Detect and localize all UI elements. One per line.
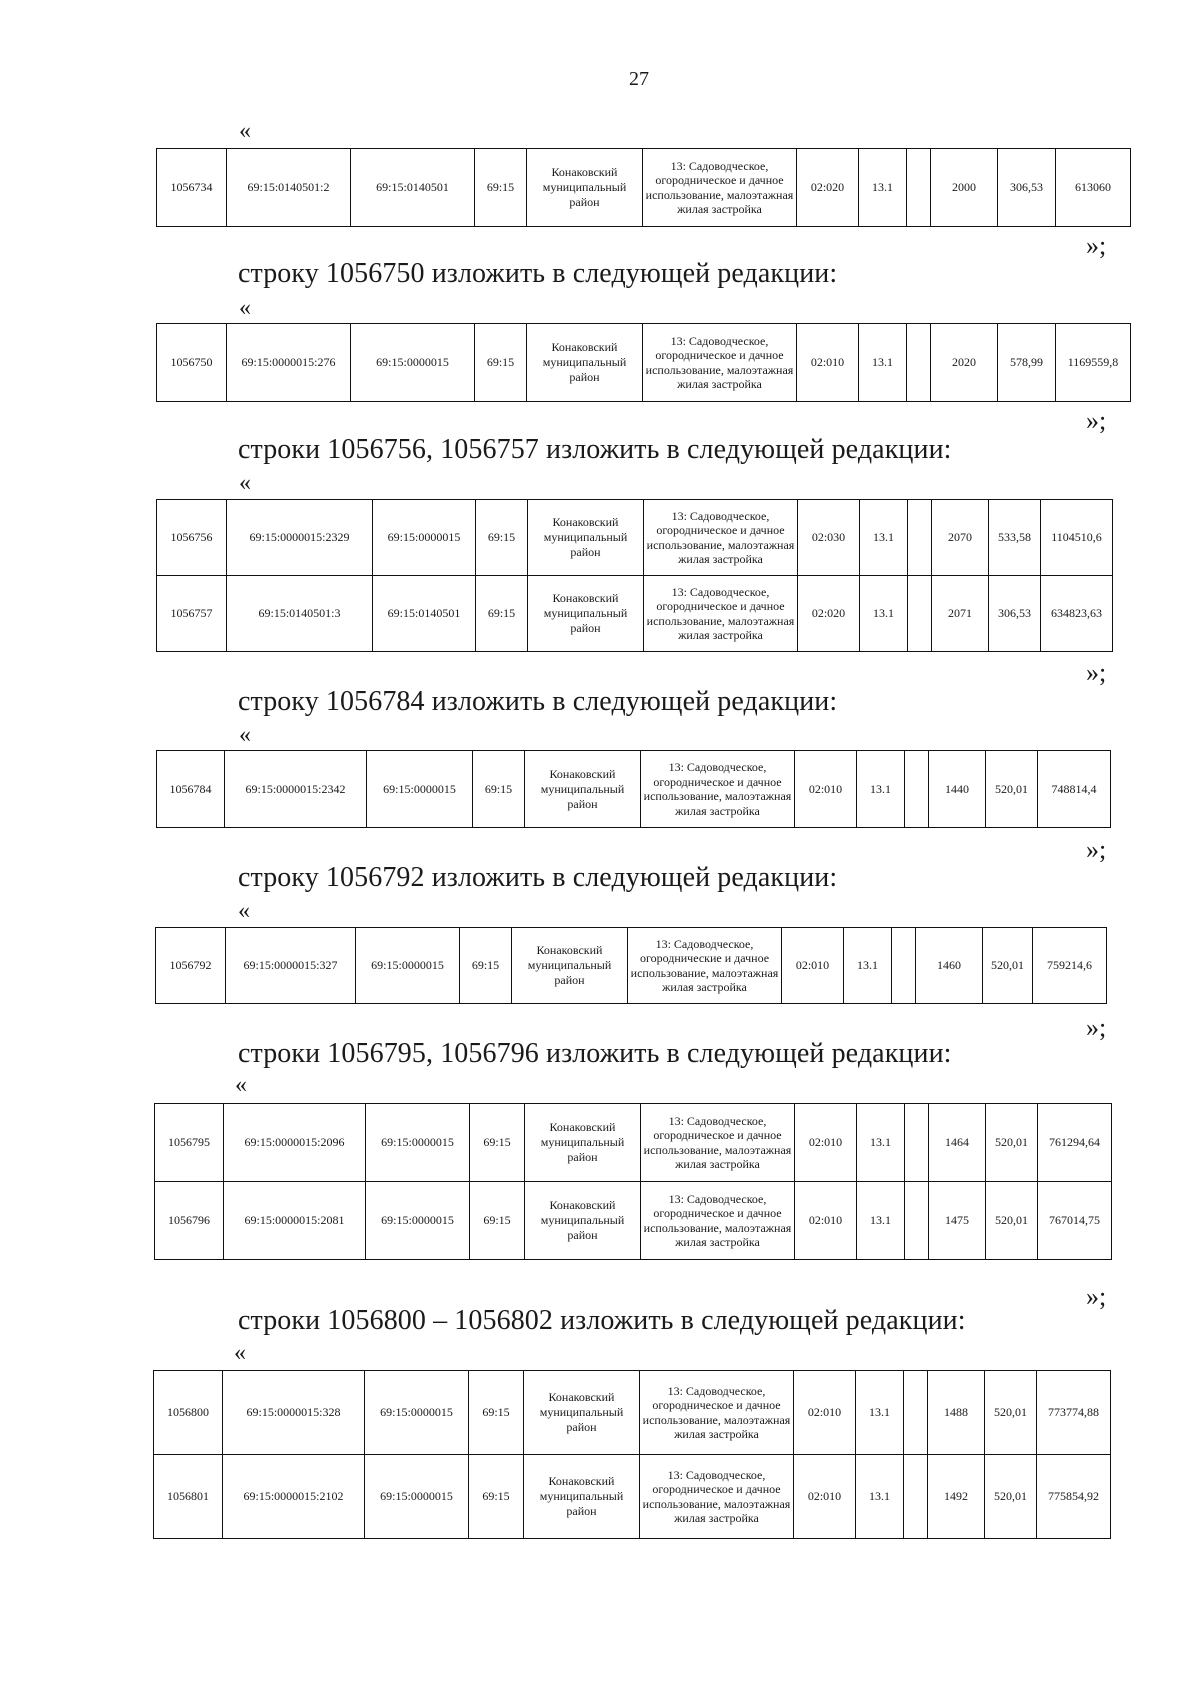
- cadastral-quarter-cell: 69:15:0000015: [367, 751, 473, 828]
- closing-quote: »;: [1086, 1282, 1107, 1311]
- table-row: [157, 149, 1131, 227]
- empty-column-cell: [908, 576, 932, 652]
- cadastral-number-cell: 69:15:0000015:2329: [227, 500, 373, 576]
- specific-value-cell: 520,01: [985, 1455, 1037, 1539]
- specific-value-cell: 520,01: [986, 1104, 1038, 1182]
- land-records-table: [156, 750, 1111, 828]
- year-cell: 1475: [929, 1182, 986, 1260]
- year-cell: 1460: [916, 928, 983, 1004]
- table-row: [154, 1371, 1111, 1455]
- group-code-cell: 02:010: [797, 324, 859, 402]
- specific-value-cell: 578,99: [998, 324, 1056, 402]
- cadastral-value-cell: 761294,64: [1038, 1104, 1112, 1182]
- cadastral-value-cell: 767014,75: [1038, 1182, 1112, 1260]
- land-use-purpose-cell: 13: Садоводческое, огородническое и дачное использование, малоэтажная жилая застройка: [641, 751, 795, 828]
- group-code-cell: 02:010: [795, 1182, 857, 1260]
- closing-quote: »;: [1086, 406, 1107, 435]
- table-row: [157, 324, 1131, 402]
- land-records-table: [153, 1370, 1111, 1539]
- code-cell: 13.1: [859, 149, 907, 227]
- specific-value-cell: 520,01: [986, 751, 1038, 828]
- closing-quote: »;: [1086, 658, 1107, 687]
- cadastral-district-cell: 69:15: [470, 1182, 525, 1260]
- cadastral-number-cell: 69:15:0000015:327: [226, 928, 356, 1004]
- opening-quote: «: [239, 722, 251, 748]
- record-number-cell: 1056756: [157, 500, 227, 576]
- opening-quote: «: [235, 1072, 247, 1098]
- opening-quote: «: [238, 898, 250, 924]
- empty-column-cell: [904, 1371, 928, 1455]
- opening-quote: «: [234, 1340, 246, 1366]
- year-cell: 1440: [929, 751, 986, 828]
- cadastral-value-cell: 613060: [1056, 149, 1131, 227]
- cadastral-quarter-cell: 69:15:0000015: [356, 928, 460, 1004]
- group-code-cell: 02:010: [795, 1104, 857, 1182]
- record-number-cell: 1056757: [157, 576, 227, 652]
- amendment-heading: строки 1056795, 1056796 изложить в следующей редакции:: [238, 1038, 952, 1069]
- code-cell: 13.1: [860, 576, 908, 652]
- land-use-purpose-cell: 13: Садоводческое, огородническое и дачное использование, малоэтажная жилая застройка: [640, 1455, 794, 1539]
- cadastral-value-cell: 775854,92: [1037, 1455, 1111, 1539]
- land-use-purpose-cell: 13: Садоводческое, огороднические и дачное использование, малоэтажная жилая застройка: [628, 928, 782, 1004]
- year-cell: 2071: [932, 576, 989, 652]
- specific-value-cell: 306,53: [998, 149, 1056, 227]
- specific-value-cell: 520,01: [983, 928, 1033, 1004]
- municipality-cell: Конаковский муниципальный район: [528, 576, 644, 652]
- year-cell: 1492: [928, 1455, 985, 1539]
- record-number-cell: 1056795: [155, 1104, 224, 1182]
- cadastral-district-cell: 69:15: [460, 928, 512, 1004]
- specific-value-cell: 533,58: [989, 500, 1041, 576]
- land-records-table: [155, 927, 1107, 1004]
- code-cell: 13.1: [859, 324, 907, 402]
- code-cell: 13.1: [857, 1104, 905, 1182]
- municipality-cell: Конаковский муниципальный район: [527, 324, 643, 402]
- cadastral-district-cell: 69:15: [469, 1371, 524, 1455]
- empty-column-cell: [905, 1104, 929, 1182]
- municipality-cell: Конаковский муниципальный район: [525, 751, 641, 828]
- group-code-cell: 02:010: [794, 1371, 856, 1455]
- table-row: [155, 1104, 1112, 1182]
- municipality-cell: Конаковский муниципальный район: [512, 928, 628, 1004]
- cadastral-value-cell: 773774,88: [1037, 1371, 1111, 1455]
- year-cell: 1488: [928, 1371, 985, 1455]
- land-records-table: [154, 1103, 1112, 1260]
- cadastral-district-cell: 69:15: [476, 576, 528, 652]
- municipality-cell: Конаковский муниципальный район: [524, 1455, 640, 1539]
- amendment-heading: строки 1056800 – 1056802 изложить в следующей редакции:: [238, 1305, 966, 1336]
- cadastral-number-cell: 69:15:0000015:276: [227, 324, 351, 402]
- opening-quote: «: [239, 118, 251, 144]
- year-cell: 2000: [931, 149, 998, 227]
- cadastral-number-cell: 69:15:0140501:2: [227, 149, 351, 227]
- cadastral-district-cell: 69:15: [475, 149, 527, 227]
- table-row: [154, 1455, 1111, 1539]
- record-number-cell: 1056792: [156, 928, 226, 1004]
- empty-column-cell: [907, 149, 931, 227]
- cadastral-district-cell: 69:15: [469, 1455, 524, 1539]
- group-code-cell: 02:020: [797, 149, 859, 227]
- year-cell: 2020: [931, 324, 998, 402]
- cadastral-district-cell: 69:15: [473, 751, 525, 828]
- group-code-cell: 02:020: [798, 576, 860, 652]
- empty-column-cell: [904, 1455, 928, 1539]
- cadastral-number-cell: 69:15:0000015:2102: [223, 1455, 365, 1539]
- table-row: [157, 751, 1111, 828]
- record-number-cell: 1056796: [155, 1182, 224, 1260]
- record-number-cell: 1056750: [157, 324, 227, 402]
- table-row: [155, 1182, 1112, 1260]
- code-cell: 13.1: [860, 500, 908, 576]
- code-cell: 13.1: [857, 751, 905, 828]
- empty-column-cell: [905, 1182, 929, 1260]
- record-number-cell: 1056734: [157, 149, 227, 227]
- opening-quote: «: [239, 295, 251, 321]
- land-use-purpose-cell: 13: Садоводческое, огородническое и дачное использование, малоэтажная жилая застройка: [643, 324, 797, 402]
- opening-quote: «: [239, 470, 251, 496]
- empty-column-cell: [908, 500, 932, 576]
- record-number-cell: 1056784: [157, 751, 225, 828]
- cadastral-number-cell: 69:15:0000015:2081: [224, 1182, 366, 1260]
- cadastral-value-cell: 748814,4: [1038, 751, 1111, 828]
- cadastral-quarter-cell: 69:15:0000015: [365, 1371, 469, 1455]
- cadastral-district-cell: 69:15: [470, 1104, 525, 1182]
- cadastral-number-cell: 69:15:0000015:2096: [224, 1104, 366, 1182]
- cadastral-value-cell: 1169559,8: [1056, 324, 1131, 402]
- cadastral-quarter-cell: 69:15:0140501: [373, 576, 476, 652]
- year-cell: 2070: [932, 500, 989, 576]
- land-records-table: [156, 323, 1131, 402]
- land-use-purpose-cell: 13: Садоводческое, огородническое и дачное использование, малоэтажная жилая застройка: [641, 1104, 795, 1182]
- closing-quote: »;: [1086, 835, 1107, 864]
- cadastral-quarter-cell: 69:15:0140501: [351, 149, 475, 227]
- record-number-cell: 1056800: [154, 1371, 223, 1455]
- land-use-purpose-cell: 13: Садоводческое, огородническое и дачное использование, малоэтажная жилая застройка: [640, 1371, 794, 1455]
- code-cell: 13.1: [857, 1182, 905, 1260]
- cadastral-number-cell: 69:15:0000015:2342: [225, 751, 367, 828]
- group-code-cell: 02:010: [794, 1455, 856, 1539]
- table-row: [156, 928, 1107, 1004]
- group-code-cell: 02:010: [795, 751, 857, 828]
- cadastral-number-cell: 69:15:0140501:3: [227, 576, 373, 652]
- municipality-cell: Конаковский муниципальный район: [524, 1371, 640, 1455]
- record-number-cell: 1056801: [154, 1455, 223, 1539]
- code-cell: 13.1: [856, 1455, 904, 1539]
- cadastral-quarter-cell: 69:15:0000015: [366, 1104, 470, 1182]
- cadastral-value-cell: 1104510,6: [1041, 500, 1113, 576]
- land-use-purpose-cell: 13: Садоводческое, огородническое и дачное использование, малоэтажная жилая застройка: [641, 1182, 795, 1260]
- amendment-heading: строку 1056792 изложить в следующей редакции:: [238, 862, 838, 893]
- table-row: [157, 500, 1113, 576]
- specific-value-cell: 520,01: [986, 1182, 1038, 1260]
- amendment-heading: строки 1056756, 1056757 изложить в следующей редакции:: [238, 434, 952, 465]
- code-cell: 13.1: [844, 928, 892, 1004]
- empty-column-cell: [907, 324, 931, 402]
- cadastral-value-cell: 759214,6: [1033, 928, 1107, 1004]
- group-code-cell: 02:010: [782, 928, 844, 1004]
- cadastral-district-cell: 69:15: [476, 500, 528, 576]
- land-use-purpose-cell: 13: Садоводческое, огородническое и дачное использование, малоэтажная жилая застройка: [644, 576, 798, 652]
- amendment-heading: строку 1056750 изложить в следующей редакции:: [238, 258, 838, 289]
- table-row: [157, 576, 1113, 652]
- cadastral-district-cell: 69:15: [475, 324, 527, 402]
- specific-value-cell: 306,53: [989, 576, 1041, 652]
- cadastral-quarter-cell: 69:15:0000015: [365, 1455, 469, 1539]
- municipality-cell: Конаковский муниципальный район: [528, 500, 644, 576]
- code-cell: 13.1: [856, 1371, 904, 1455]
- year-cell: 1464: [929, 1104, 986, 1182]
- land-use-purpose-cell: 13: Садоводческое, огородническое и дачное использование, малоэтажная жилая застройка: [644, 500, 798, 576]
- municipality-cell: Конаковский муниципальный район: [527, 149, 643, 227]
- specific-value-cell: 520,01: [985, 1371, 1037, 1455]
- municipality-cell: Конаковский муниципальный район: [525, 1104, 641, 1182]
- cadastral-quarter-cell: 69:15:0000015: [366, 1182, 470, 1260]
- empty-column-cell: [905, 751, 929, 828]
- group-code-cell: 02:030: [798, 500, 860, 576]
- cadastral-quarter-cell: 69:15:0000015: [351, 324, 475, 402]
- closing-quote: »;: [1086, 1013, 1107, 1042]
- cadastral-value-cell: 634823,63: [1041, 576, 1113, 652]
- cadastral-number-cell: 69:15:0000015:328: [223, 1371, 365, 1455]
- land-records-table: [156, 499, 1113, 652]
- land-records-table: [156, 148, 1131, 227]
- page-number: 27: [629, 68, 649, 90]
- land-use-purpose-cell: 13: Садоводческое, огородническое и дачное использование, малоэтажная жилая застройка: [643, 149, 797, 227]
- municipality-cell: Конаковский муниципальный район: [525, 1182, 641, 1260]
- empty-column-cell: [892, 928, 916, 1004]
- closing-quote: »;: [1086, 231, 1107, 260]
- amendment-heading: строку 1056784 изложить в следующей редакции:: [238, 686, 838, 717]
- cadastral-quarter-cell: 69:15:0000015: [373, 500, 476, 576]
